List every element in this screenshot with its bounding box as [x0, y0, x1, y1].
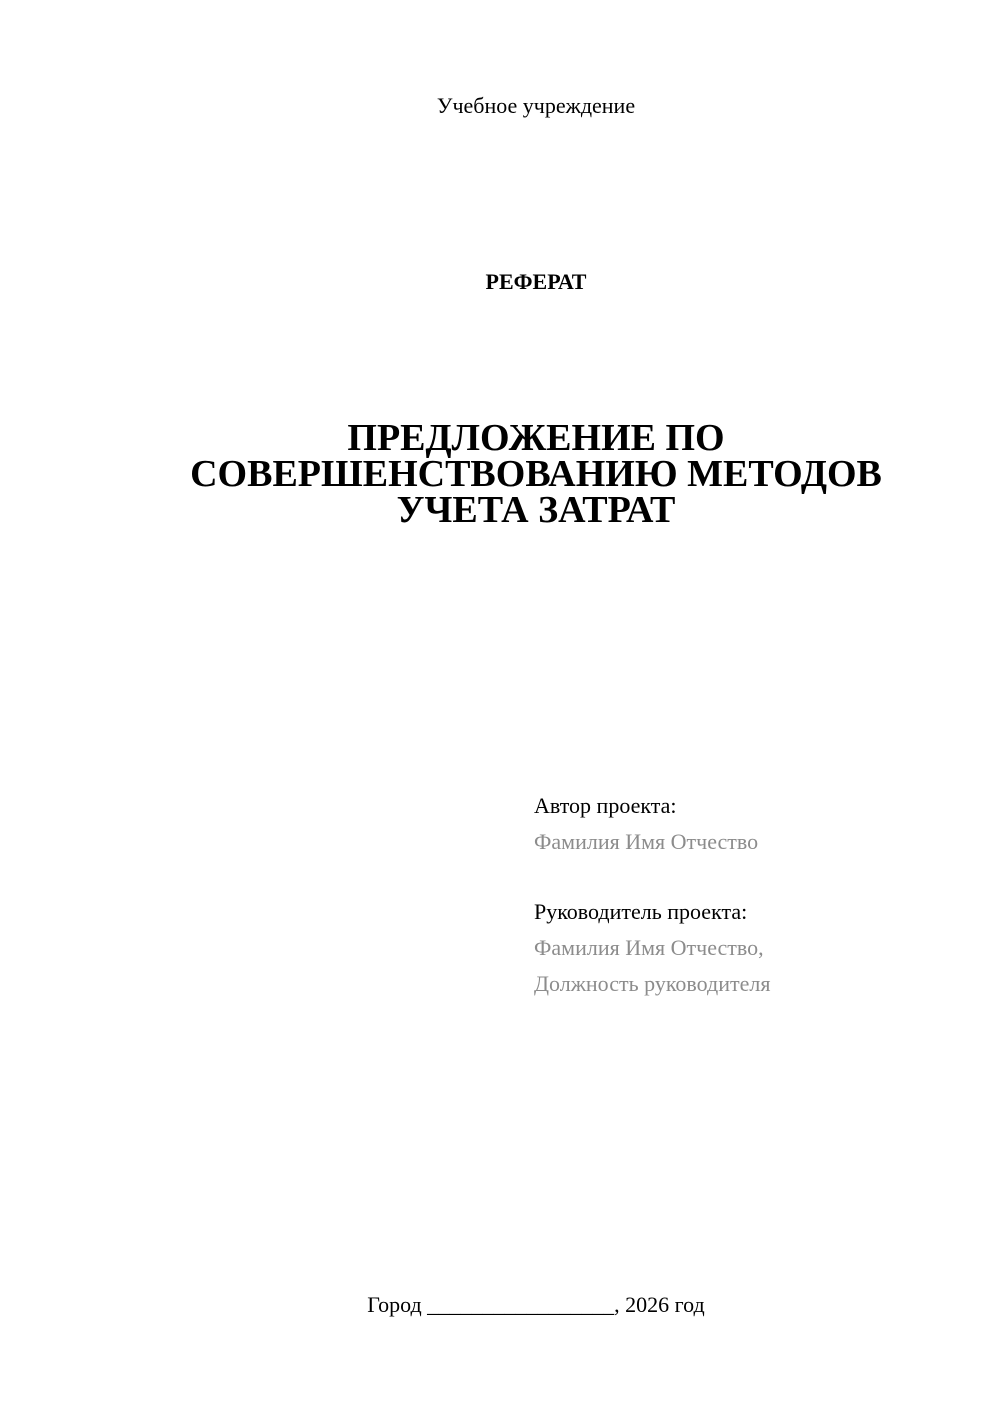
document-title [0, 417, 1000, 531]
author-label: Автор проекта: [534, 793, 677, 818]
institution-name: Учебное учреждение [436, 93, 636, 118]
supervisor-position: Должность руководителя [534, 971, 771, 996]
spacer [534, 860, 974, 894]
supervisor-name: Фамилия Имя Отчество, [534, 935, 764, 960]
document-title-line: ПРЕДЛОЖЕНИЕ ПО [347, 417, 725, 459]
author-name: Фамилия Имя Отчество [534, 829, 759, 854]
supervisor-label: Руководитель проекта: [534, 899, 748, 924]
document-title-line: СОВЕРШЕНСТВОВАНИЮ МЕТОДОВ [190, 453, 882, 495]
document-title-line: УЧЕТА ЗАТРАТ [396, 489, 676, 531]
city-year-line: Город _________________, 2026 год [367, 1292, 705, 1317]
credits-block [534, 788, 974, 1002]
document-type: РЕФЕРАТ [485, 269, 587, 294]
